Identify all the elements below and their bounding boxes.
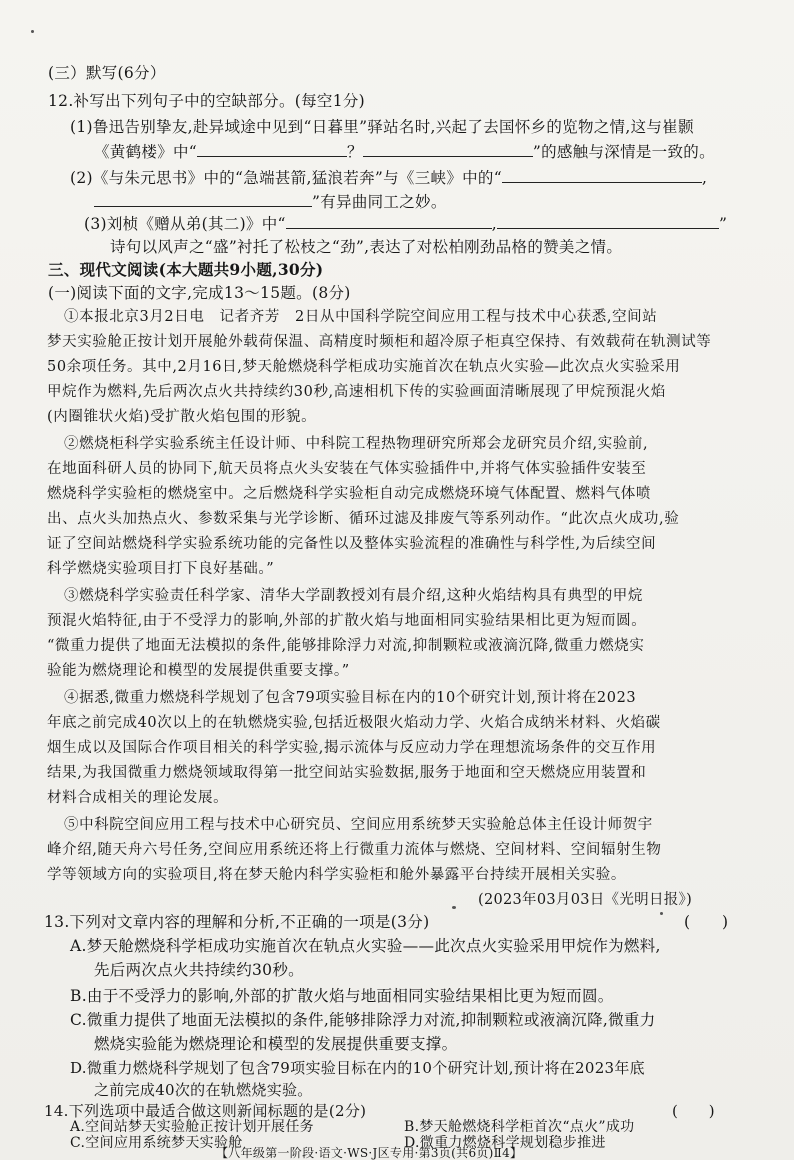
- q14-option-d[interactable]: D.微重力燃烧科学规划稳步推进: [404, 1135, 606, 1151]
- q13-answer-paren[interactable]: ( ): [684, 913, 729, 931]
- q14-stem: 14.下列选项中最适合做这则新闻标题的是(2分): [44, 1102, 367, 1120]
- q12-item3-line2: 诗句以风声之“盛”衬托了松枝之“劲”,表达了对松柏刚劲品格的赞美之情。: [110, 238, 623, 256]
- q12-item1-line2: [94, 140, 715, 163]
- article-line: 甲烷作为燃料,先后两次点火共持续约30秒,高速相机下传的实验画面清晰展现了甲烷预混火焰: [47, 384, 666, 400]
- article-line: 燃烧科学实验柜的燃烧室中。之后燃烧科学实验柜自动完成燃烧环境气体配置、燃料气体喷: [47, 486, 651, 502]
- q12-item3-prefix: (3)刘桢《赠从弟(其二)》中“: [84, 215, 286, 233]
- article-line: 验能为燃烧理论和模型的发展提供重要支撑。”: [47, 663, 350, 679]
- q13-option-d[interactable]: D.微重力燃烧科学规划了包含79项实验目标在内的10个研究计划,预计将在2023年底: [70, 1059, 645, 1077]
- part3-heading: 三、现代文阅读(本大题共9小题,30分): [48, 260, 324, 279]
- q13-option-a-cont: 先后两次点火共持续约30秒。: [94, 961, 304, 979]
- page-footer: 【八年级第一阶段·语文·WS·J区专用·第3页(共6页)Ⅱ4】: [216, 1146, 523, 1160]
- q12-item3-close: ”: [719, 215, 728, 233]
- q12-item2-prefix: (2)《与朱元思书》中的“急端甚箭,猛浪若奔”与《三峡》中的“: [70, 169, 502, 187]
- q13-option-c-cont: 燃烧实验能为燃烧理论和模型的发展提供重要支撑。: [94, 1035, 458, 1053]
- q12-item1-prefix: 《黄鹤楼》中“: [94, 143, 198, 161]
- q13-option-a[interactable]: A.梦天舱燃烧科学柜成功实施首次在轨点火实验——此次点火实验采用甲烷作为燃料,: [70, 937, 661, 955]
- article-line: 科学燃烧实验项目打下良好基础。”: [47, 561, 275, 577]
- q12-item1-mid: ？: [347, 143, 363, 161]
- article-line: 峰介绍,随天舟六号任务,空间应用系统还将上行微重力流体与燃烧、空间材料、空间辐射生物: [47, 842, 662, 858]
- article-line: 50余项任务。其中,2月16日,梦天舱燃烧科学柜成功实施首次在轨点火实验—此次点火实验采用: [47, 359, 681, 375]
- q12-blank-6[interactable]: [497, 212, 719, 229]
- q12-blank-1[interactable]: [197, 140, 347, 157]
- article-line: 材料合成相关的理论发展。: [47, 790, 229, 806]
- article-line: (内圈锥状火焰)受扩散火焰包围的形貌。: [47, 409, 317, 425]
- q12-item2-comma: ,: [701, 169, 708, 187]
- article-line: ②燃烧柜科学实验系统主任设计师、中科院工程热物理研究所郑会龙研究员介绍,实验前,: [64, 436, 649, 452]
- article-line: 学等领域方向的实验项目,将在梦天舱内科学实验柜和舱外暴露平台持续开展相关实验。: [47, 867, 627, 883]
- q12-blank-5[interactable]: [286, 212, 492, 229]
- q14-option-c[interactable]: C.空间应用系统梦天实验舱: [70, 1135, 243, 1151]
- q12-stem: 12.补写出下列句子中的空缺部分。(每空1分): [48, 92, 366, 110]
- q13-option-c[interactable]: C.微重力提供了地面无法模拟的条件,能够排除浮力对流,抑制颗粒或液滴沉降,微重力: [70, 1011, 656, 1029]
- q12-item1-suffix: ”的感触与深情是一致的。: [532, 143, 715, 161]
- q12-item3-line1: [84, 212, 727, 235]
- article-line: 梦天实验舱正按计划开展舱外载荷保温、高精度时频柜和超冷原子柜真空保持、有效载荷在轨测试等: [47, 334, 712, 350]
- article-line: 结果,为我国微重力燃烧领域取得第一批空间站实验数据,服务于地面和空天燃烧应用装置和: [47, 765, 647, 781]
- article-source: (2023年03月03日《光明日报》): [478, 892, 693, 908]
- q14-answer-paren[interactable]: ( ): [672, 1102, 715, 1120]
- article-line: “微重力提供了地面无法模拟的条件,能够排除浮力对流,抑制颗粒或液滴沉降,微重力燃烧实: [47, 638, 645, 654]
- q12-item3-comma: ,: [491, 215, 498, 233]
- q12-blank-2[interactable]: [363, 140, 533, 157]
- article-line: ③燃烧科学实验责任科学家、清华大学副教授刘有晨介绍,这种火焰结构具有典型的甲烷: [64, 588, 644, 604]
- q12-item2-line2: [94, 190, 447, 213]
- q12-item1-line1: (1)鲁迅告别挚友,赴异域途中见到“日暮里”驿站名时,兴起了去国怀乡的览物之情,这与崔颢: [70, 118, 694, 136]
- scan-speck: [452, 906, 456, 909]
- article-line: ④据悉,微重力燃烧科学规划了包含79项实验目标在内的10个研究计划,预计将在2023: [64, 690, 637, 706]
- q13-option-d-cont: 之前完成40次的在轨燃烧实验。: [94, 1081, 313, 1099]
- article-line: 出、点火头加热点火、参数采集与光学诊断、循环过滤及排废气等系列动作。“此次点火成功,验: [47, 511, 680, 527]
- reading1-instructions: (一)阅读下面的文字,完成13～15题。(8分): [48, 284, 351, 302]
- q12-item2-line1: [70, 166, 707, 189]
- article-line: 预混火焰特征,由于不受浮力的影响,外部的扩散火焰与地面相同实验结果相比更为短而圆。: [47, 613, 647, 629]
- scan-speck: [660, 912, 663, 915]
- q13-stem: 13.下列对文章内容的理解和分析,不正确的一项是(3分): [44, 913, 430, 931]
- section-heading-dictation: (三）默写(6分）: [48, 64, 166, 82]
- article-line: 年底之前完成40次以上的在轨燃烧实验,包括近极限火焰动力学、火焰合成纳米材料、火焰碳: [47, 715, 661, 731]
- q14-option-b[interactable]: B.梦天舱燃烧科学柜首次“点火”成功: [404, 1119, 635, 1135]
- article-line: 烟生成以及国际合作项目相关的科学实验,揭示流体与反应动力学在理想流场条件的交互作用: [47, 740, 657, 756]
- q14-option-a[interactable]: A.空间站梦天实验舱正按计划开展任务: [70, 1119, 314, 1135]
- article-line: 在地面科研人员的协同下,航天员将点火头安装在气体实验插件中,并将气体实验插件安装至: [47, 461, 647, 477]
- q12-blank-4[interactable]: [94, 190, 312, 207]
- q12-item2-suffix: ”有异曲同工之妙。: [312, 193, 447, 211]
- q13-option-b[interactable]: B.由于不受浮力的影响,外部的扩散火焰与地面相同实验结果相比更为短而圆。: [70, 987, 614, 1005]
- article-line: ⑤中科院空间应用工程与技术中心研究员、空间应用系统梦天实验舱总体主任设计师贺宇: [64, 817, 653, 833]
- q12-blank-3[interactable]: [502, 166, 702, 183]
- article-line: ①本报北京3月2日电 记者齐芳 2日从中国科学院空间应用工程与技术中心获悉,空间站: [64, 309, 658, 325]
- article-line: 证了空间站燃烧科学实验系统功能的完备性以及整体实验流程的准确性与科学性,为后续空间: [47, 536, 657, 552]
- scan-speck: [31, 30, 34, 33]
